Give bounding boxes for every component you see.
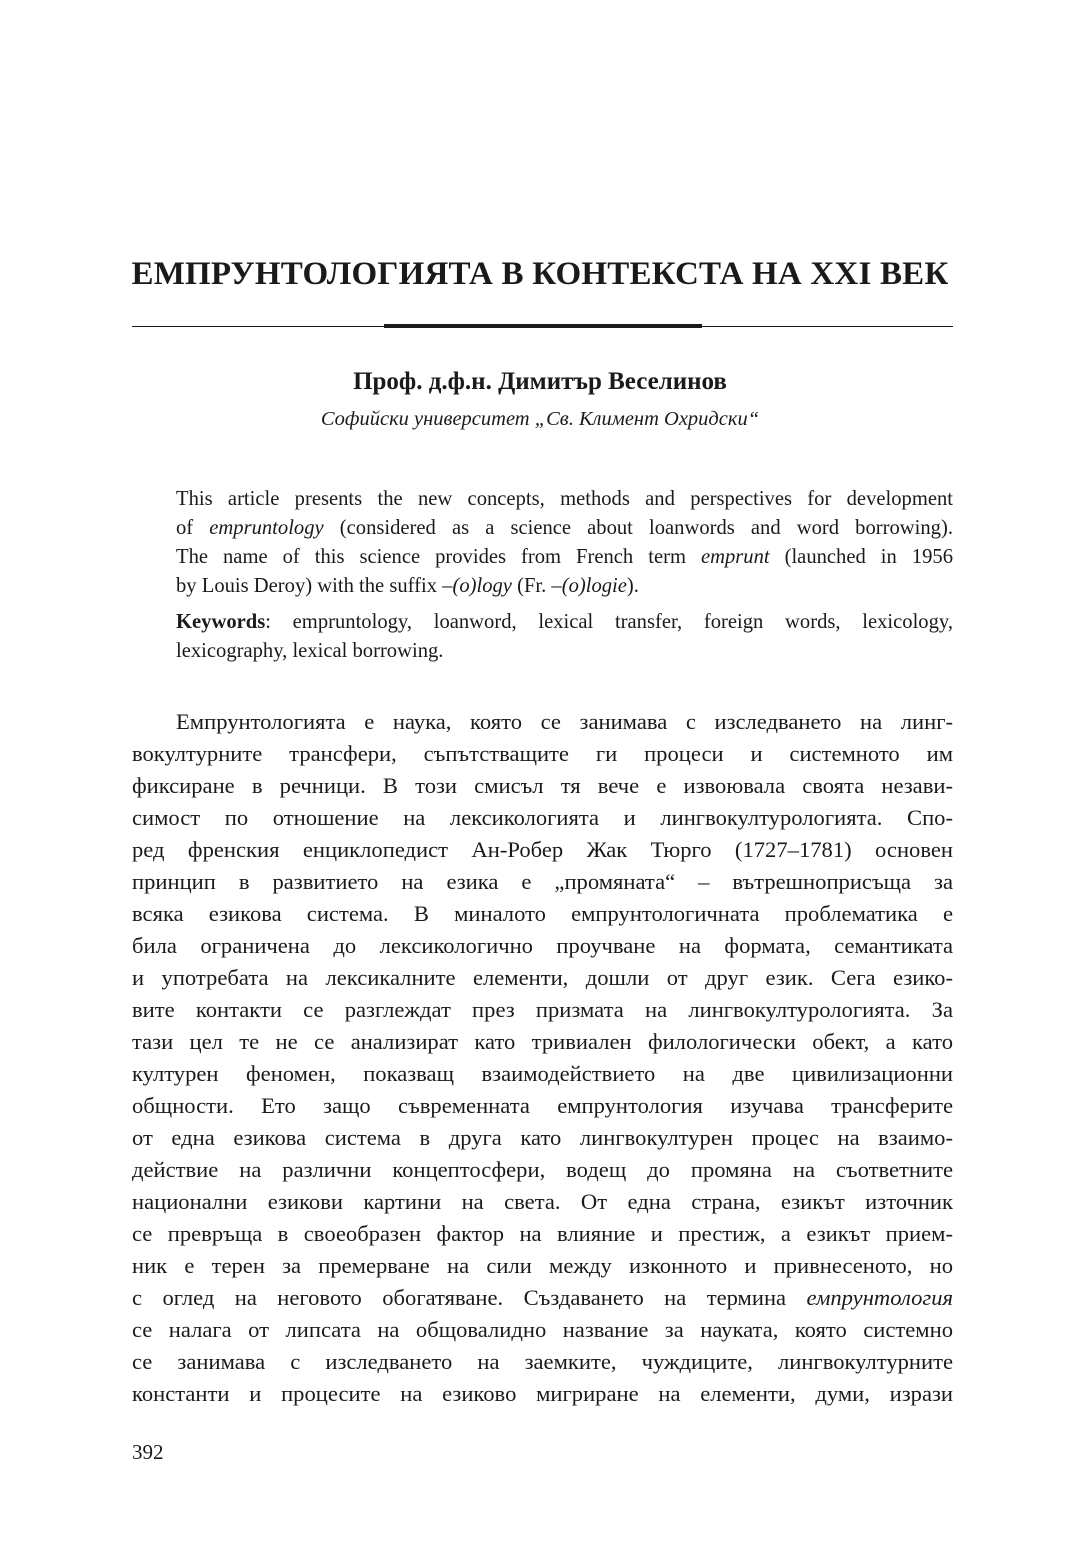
body-line: се превръща в своеобразен фактор на влияние и престиж, а езикът прием- — [132, 1221, 953, 1246]
body-line: се налага от липсата на общовалидно название за науката, която системно — [132, 1317, 953, 1342]
body-line: Емпрунтологията е наука, която се занимава с изследването на линг- — [176, 709, 953, 734]
abstract-line: The name of this science provides from French term emprunt (launched in 1956 — [176, 546, 953, 568]
body-line: вите контакти се разглеждат през призмата на лингвокултурологията. За — [132, 997, 953, 1022]
abstract-line: of empruntology (considered as a science about loanwords and word borrowing). — [176, 517, 953, 539]
keywords — [176, 608, 953, 666]
emphasis-term: емпрунтология — [806, 1285, 953, 1310]
body-line: вокултурните трансфери, съпътстващите ги процеси и системното им — [132, 741, 953, 766]
body-line: ник е терен за премерване на сили между изконното и привнесеното, но — [132, 1253, 953, 1278]
body-line: била ограничена до лексикологично проучване на формата, семантиката — [132, 933, 953, 958]
abstract — [176, 485, 953, 601]
body-line: общности. Ето защо съвременната емпрунтология изучава трансферите — [132, 1093, 953, 1118]
body-paragraph — [132, 706, 953, 1410]
emphasis-term: empruntology — [209, 517, 324, 539]
author-name: Проф. д.ф.н. Димитър Веселинов — [353, 368, 727, 395]
author-affiliation: Софийски университет „Св. Климент Охридски“ — [320, 408, 760, 430]
body-line: константи и процесите на езиково мигриране на елементи, думи, изрази — [132, 1381, 953, 1406]
body-line: се занимава с изследването на заемките, чуждиците, лингвокултурните — [132, 1349, 953, 1374]
title-divider-thick — [384, 324, 702, 328]
page-number: 392 — [132, 1440, 164, 1464]
abstract-line: This article presents the new concepts, methods and perspectives for development — [176, 488, 953, 510]
article-title: ЕМПРУНТОЛОГИЯТА В КОНТЕКСТА НА XXI ВЕК — [131, 256, 949, 292]
emphasis-term: (o)logy — [452, 575, 512, 597]
body-line: и употребата на лексикалните елементи, дошли от друг език. Сега езико- — [132, 965, 953, 990]
keywords-line: lexicography, lexical borrowing. — [176, 640, 444, 662]
body-line: фиксиране в речници. В този смисъл тя вече е извоювала своята незави- — [132, 773, 953, 798]
body-line: тази цел те не се анализират като тривиален филологически обект, а като — [132, 1029, 953, 1054]
keywords-label: Keywords — [176, 611, 266, 633]
body-line: от една езикова система в друга като лингвокултурен процес на взаимо- — [132, 1125, 953, 1150]
body-line: с оглед на неговото обогатяване. Създаването на термина емпрунтология — [132, 1285, 953, 1310]
body-line: симост по отношение на лексикологията и лингвокултурологията. Спо- — [132, 805, 953, 830]
keywords-line: Keywords: empruntology, loanword, lexical transfer, foreign words, lexicology, — [176, 611, 953, 633]
body-line: действие на различни концептосфери, водещ до промяна на съответните — [132, 1157, 953, 1182]
body-line: културен феномен, показващ взаимодействието на две цивилизационни — [132, 1061, 953, 1086]
body-line: национални езикови картини на света. От една страна, езикът източник — [132, 1189, 953, 1214]
abstract-line: by Louis Deroy) with the suffix –(o)logy (Fr. –(o)logie). — [176, 575, 639, 597]
emphasis-term: (o)logie — [561, 575, 627, 597]
emphasis-term: emprunt — [700, 546, 770, 568]
body-line: принцип в развитието на езика е „промяната“ – вътрешноприсъща за — [132, 869, 953, 894]
body-line: всяка езикова система. В миналото емпрунтологичната проблематика е — [132, 901, 953, 926]
body-line: ред френския енциклопедист Ан-Робер Жак Тюрго (1727–1781) основен — [132, 837, 953, 862]
